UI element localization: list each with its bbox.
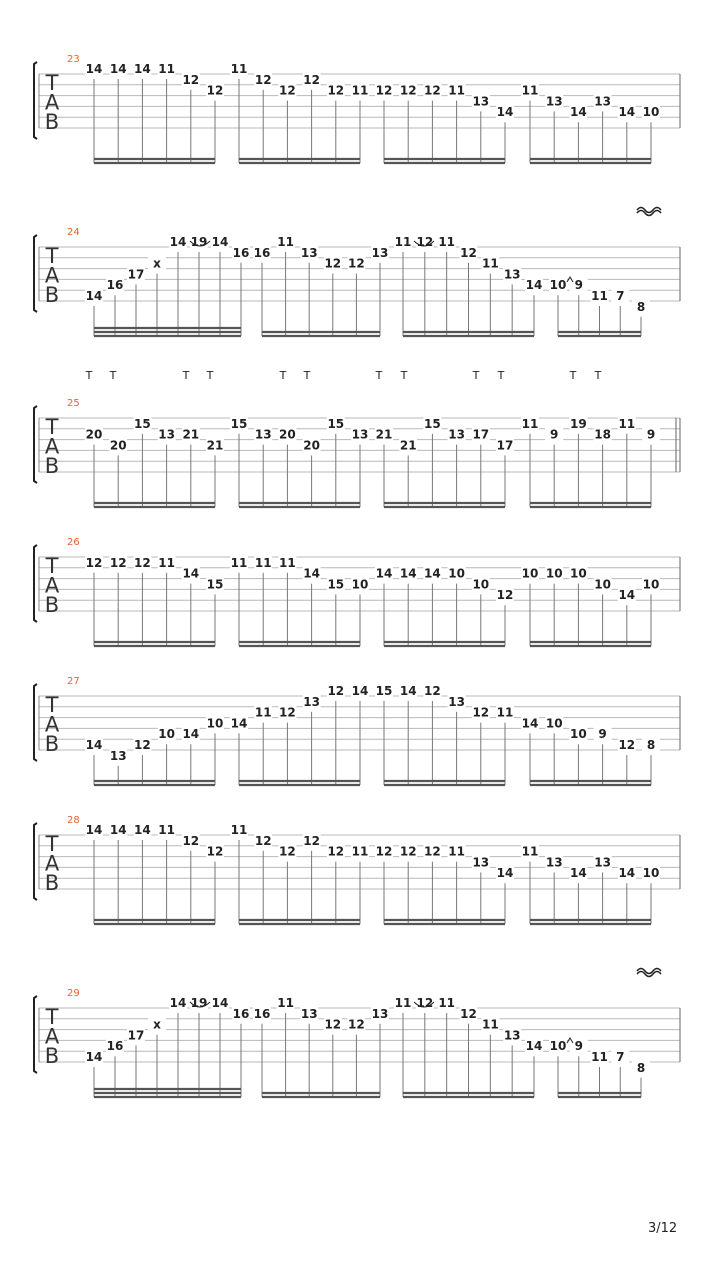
measure-number: 25 bbox=[67, 398, 80, 409]
fret-number: 9 bbox=[574, 278, 583, 293]
measure-number: 23 bbox=[67, 54, 80, 65]
fret-number: 13 bbox=[594, 94, 611, 109]
measure-number: 24 bbox=[67, 227, 80, 238]
fret-number: 13 bbox=[545, 94, 563, 109]
fret-number: 15 bbox=[134, 416, 151, 431]
staff-system bbox=[34, 398, 680, 507]
fret-number: 7 bbox=[616, 289, 625, 303]
fret-number: 12 bbox=[279, 844, 296, 859]
fret-number: 21 bbox=[206, 438, 224, 453]
fret-number: 14 bbox=[85, 738, 103, 752]
fret-number: 10 bbox=[545, 716, 563, 731]
beam-group bbox=[253, 235, 389, 336]
fret-number: 13 bbox=[371, 245, 389, 260]
tab-clef-letter: T bbox=[45, 693, 59, 717]
vibrato-mark bbox=[637, 208, 661, 216]
fret-number: 12 bbox=[134, 738, 151, 752]
beam-group bbox=[230, 684, 369, 785]
fret-number: 13 bbox=[472, 855, 490, 870]
fret-number: 13 bbox=[448, 694, 465, 709]
fret-number: 13 bbox=[300, 1006, 318, 1021]
fret-number: 13 bbox=[158, 427, 175, 442]
fret-number: 11 bbox=[591, 289, 608, 303]
fret-number: 10 bbox=[642, 577, 660, 592]
fret-number: 7 bbox=[616, 1050, 625, 1064]
measure-number: 29 bbox=[67, 988, 80, 999]
tab-clef-letter: A bbox=[44, 1024, 60, 1049]
tab-clef-letter: T bbox=[45, 415, 59, 439]
fret-number: 12 bbox=[182, 833, 200, 848]
fret-number: 14 bbox=[375, 566, 393, 581]
fret-number: 11 bbox=[448, 844, 465, 859]
fret-number: 11 bbox=[591, 1050, 608, 1064]
tab-clef-letter: A bbox=[44, 434, 60, 459]
fret-number: 12 bbox=[424, 684, 441, 698]
fret-number: 20 bbox=[109, 438, 127, 453]
fret-number: 14 bbox=[424, 566, 441, 581]
fret-number: 14 bbox=[303, 566, 320, 581]
fret-number: 21 bbox=[375, 427, 393, 442]
fret-number: 10 bbox=[570, 566, 587, 581]
fret-number: 12 bbox=[85, 555, 103, 570]
tab-clef-letter: A bbox=[44, 851, 60, 876]
tap-mark: T bbox=[400, 369, 408, 382]
fret-number: 11 bbox=[521, 416, 539, 431]
fret-number: 13 bbox=[109, 748, 127, 763]
fret-number: 13 bbox=[594, 855, 611, 870]
beam-group bbox=[394, 996, 543, 1097]
fret-number: 12 bbox=[324, 256, 342, 271]
fret-number: 14 bbox=[134, 62, 151, 76]
fret-number: 12 bbox=[303, 72, 320, 87]
fret-number: 11 bbox=[521, 844, 539, 859]
beam-group bbox=[85, 996, 250, 1097]
fret-number: 10 bbox=[549, 1039, 567, 1054]
tab-clef-letter: A bbox=[44, 712, 60, 737]
fret-number: 17 bbox=[496, 438, 514, 453]
fret-number: 13 bbox=[254, 427, 272, 442]
fret-number: 11 bbox=[448, 83, 465, 98]
fret-number: 8 bbox=[636, 299, 646, 314]
beam-group bbox=[549, 1039, 650, 1097]
fret-number: 11 bbox=[254, 705, 272, 720]
tab-clef-letter: T bbox=[45, 244, 59, 268]
fret-number: 16 bbox=[253, 1006, 271, 1021]
fret-number: 8 bbox=[636, 1060, 646, 1075]
fret-number: 12 bbox=[472, 705, 490, 720]
fret-number: 12 bbox=[416, 235, 434, 249]
fret-number: 12 bbox=[348, 1017, 365, 1032]
beam-group bbox=[85, 235, 250, 336]
fret-number: 10 bbox=[549, 278, 567, 293]
fret-number: 12 bbox=[279, 705, 296, 720]
tab-clef-letter: T bbox=[45, 554, 59, 578]
fret-number: 13 bbox=[448, 427, 465, 442]
system-bracket bbox=[34, 62, 37, 139]
fret-number: 9 bbox=[598, 727, 607, 742]
tab-clef-letter: B bbox=[44, 283, 60, 307]
fret-number: 14 bbox=[109, 62, 127, 76]
fret-number: 12 bbox=[254, 833, 272, 848]
beam-group bbox=[85, 716, 224, 785]
tap-mark: T bbox=[594, 369, 602, 382]
tab-clef-letter: T bbox=[45, 1005, 59, 1029]
fret-number: 20 bbox=[279, 427, 296, 442]
fret-number: 8 bbox=[646, 738, 656, 752]
fret-number: 21 bbox=[399, 438, 417, 453]
tab-clef-letter: B bbox=[44, 732, 60, 756]
fret-number: 11 bbox=[351, 83, 369, 98]
fret-number: 13 bbox=[300, 245, 318, 260]
fret-number: 12 bbox=[460, 245, 477, 260]
tap-mark: T bbox=[109, 369, 117, 382]
fret-number: 12 bbox=[399, 83, 417, 98]
fret-number: 14 bbox=[169, 996, 187, 1010]
fret-number: 13 bbox=[472, 94, 490, 109]
system-bracket bbox=[34, 996, 37, 1073]
fret-number: 17 bbox=[127, 1028, 145, 1043]
fret-number: 14 bbox=[109, 823, 127, 837]
fret-number: 13 bbox=[351, 427, 369, 442]
fret-number: 16 bbox=[106, 278, 124, 293]
tap-mark: T bbox=[375, 369, 383, 382]
fret-number: 12 bbox=[206, 83, 224, 98]
staff-system bbox=[34, 969, 680, 1098]
fret-number: 12 bbox=[424, 83, 441, 98]
staff-system bbox=[34, 815, 680, 924]
fret-number: 13 bbox=[371, 1006, 389, 1021]
fret-number: 11 bbox=[158, 555, 175, 570]
fret-number: 10 bbox=[642, 105, 660, 120]
beam-group bbox=[375, 684, 514, 785]
beam-group bbox=[375, 417, 514, 507]
fret-number: 11 bbox=[394, 235, 412, 249]
fret-number: 18 bbox=[594, 427, 611, 442]
tap-mark: T bbox=[85, 369, 93, 382]
tab-clef-letter: T bbox=[45, 832, 59, 856]
fret-number: 11 bbox=[230, 555, 248, 570]
fret-number: 11 bbox=[279, 555, 296, 570]
fret-number: 11 bbox=[481, 256, 499, 271]
fret-number: 12 bbox=[618, 738, 636, 752]
fret-number: 10 bbox=[545, 566, 563, 581]
fret-number: 12 bbox=[375, 844, 393, 859]
fret-number: 13 bbox=[303, 694, 320, 709]
fret-number: 13 bbox=[503, 267, 521, 282]
fret-number: 17 bbox=[472, 427, 490, 442]
fret-number: 14 bbox=[85, 1050, 103, 1064]
beam-group bbox=[230, 62, 369, 163]
fret-number: 14 bbox=[399, 684, 417, 698]
fret-number: 19 bbox=[190, 996, 208, 1010]
fret-number: 14 bbox=[85, 62, 103, 76]
beam-group bbox=[521, 417, 660, 507]
fret-number: 12 bbox=[109, 555, 127, 570]
fret-number: 12 bbox=[327, 684, 345, 698]
tap-mark: T bbox=[279, 369, 287, 382]
measure-number: 26 bbox=[67, 537, 80, 548]
tab-clef-letter: A bbox=[44, 573, 60, 598]
fret-number: 12 bbox=[348, 256, 365, 271]
fret-number: 16 bbox=[232, 245, 250, 260]
fret-number: 14 bbox=[525, 1039, 543, 1054]
fret-number: 12 bbox=[327, 83, 345, 98]
fret-number: 10 bbox=[594, 577, 611, 592]
page-number: 3/12 bbox=[648, 1221, 678, 1236]
tab-clef-letter: B bbox=[44, 110, 60, 134]
fret-number: 14 bbox=[211, 996, 229, 1010]
fret-number: 14 bbox=[618, 105, 636, 120]
beam-group bbox=[253, 996, 389, 1097]
fret-number: 11 bbox=[618, 416, 636, 431]
fret-number: 10 bbox=[448, 566, 465, 581]
fret-number: 11 bbox=[351, 844, 369, 859]
fret-number: 15 bbox=[375, 684, 393, 698]
fret-number: 14 bbox=[169, 235, 187, 249]
beam-group bbox=[230, 417, 369, 507]
system-bracket bbox=[34, 823, 37, 900]
fret-number: 12 bbox=[375, 83, 393, 98]
beam-group bbox=[85, 417, 224, 507]
fret-number: 11 bbox=[438, 235, 456, 249]
staff-system bbox=[34, 537, 680, 646]
fret-number: 19 bbox=[570, 416, 587, 431]
fret-number: 15 bbox=[206, 577, 224, 592]
fret-number: 10 bbox=[472, 577, 490, 592]
fret-number: 12 bbox=[496, 588, 514, 603]
tab-clef-letter: B bbox=[44, 871, 60, 895]
fret-number: 12 bbox=[303, 833, 320, 848]
fret-number: 11 bbox=[481, 1017, 499, 1032]
fret-number: 16 bbox=[232, 1006, 250, 1021]
staff-system bbox=[34, 54, 680, 163]
fret-number: 16 bbox=[253, 245, 271, 260]
fret-number: 14 bbox=[182, 727, 200, 742]
tab-clef-letter: T bbox=[45, 71, 59, 95]
tap-mark: T bbox=[206, 369, 214, 382]
system-bracket bbox=[34, 545, 37, 622]
beam-group bbox=[230, 556, 369, 646]
fret-number: 20 bbox=[85, 427, 103, 442]
fret-number: 14 bbox=[211, 235, 229, 249]
fret-number: 21 bbox=[182, 427, 200, 442]
fret-number: 10 bbox=[570, 727, 587, 742]
beam-group bbox=[521, 716, 660, 785]
beam-group bbox=[85, 556, 224, 646]
measure-number: 27 bbox=[67, 676, 80, 687]
fret-number: 11 bbox=[394, 996, 412, 1010]
fret-number: 13 bbox=[545, 855, 563, 870]
staff-system bbox=[34, 676, 680, 785]
system-bracket bbox=[34, 235, 37, 312]
fret-number: 12 bbox=[324, 1017, 342, 1032]
fret-number: 14 bbox=[618, 866, 636, 881]
fret-number: 10 bbox=[206, 716, 224, 731]
fret-number: 19 bbox=[190, 235, 208, 249]
fret-number: 12 bbox=[327, 844, 345, 859]
fret-number: 11 bbox=[277, 996, 294, 1010]
beam-group bbox=[85, 62, 224, 163]
fret-number: 14 bbox=[521, 716, 539, 731]
fret-number: 9 bbox=[550, 427, 559, 442]
measure-number: 28 bbox=[67, 815, 80, 826]
fret-number: 10 bbox=[521, 566, 539, 581]
fret-number: 11 bbox=[521, 83, 539, 98]
fret-number: 11 bbox=[158, 823, 175, 837]
fret-number: 13 bbox=[503, 1028, 521, 1043]
tap-mark: T bbox=[472, 369, 480, 382]
tab-clef-letter: A bbox=[44, 263, 60, 288]
fret-number: 14 bbox=[351, 684, 369, 698]
fret-number: 10 bbox=[158, 727, 175, 742]
fret-number: x bbox=[153, 1017, 161, 1032]
fret-number: 14 bbox=[85, 823, 103, 837]
beam-group bbox=[549, 278, 650, 336]
fret-number: x bbox=[153, 256, 161, 271]
tap-mark: T bbox=[569, 369, 577, 382]
fret-number: 14 bbox=[134, 823, 151, 837]
fret-number: 20 bbox=[303, 438, 320, 453]
tap-mark: T bbox=[182, 369, 190, 382]
fret-number: 17 bbox=[127, 267, 145, 282]
fret-number: 14 bbox=[182, 566, 200, 581]
fret-number: 15 bbox=[327, 577, 345, 592]
fret-number: 15 bbox=[424, 416, 441, 431]
tap-mark: T bbox=[497, 369, 505, 382]
fret-number: 9 bbox=[646, 427, 656, 442]
fret-number: 12 bbox=[254, 72, 272, 87]
fret-number: 11 bbox=[438, 996, 456, 1010]
fret-number: 12 bbox=[399, 844, 417, 859]
fret-number: 11 bbox=[277, 235, 294, 249]
fret-number: 14 bbox=[570, 105, 587, 120]
beam-group bbox=[394, 235, 543, 336]
fret-number: 11 bbox=[230, 62, 248, 76]
beam-group bbox=[230, 823, 369, 924]
fret-number: 12 bbox=[134, 555, 151, 570]
staff-system bbox=[34, 208, 680, 383]
fret-number: 14 bbox=[496, 866, 514, 881]
beam-group bbox=[85, 823, 224, 924]
fret-number: 14 bbox=[570, 866, 587, 881]
fret-number: 14 bbox=[496, 105, 514, 120]
fret-number: 15 bbox=[230, 416, 248, 431]
fret-number: 11 bbox=[230, 823, 248, 837]
fret-number: 16 bbox=[106, 1039, 124, 1054]
fret-number: 14 bbox=[618, 588, 636, 603]
fret-number: 12 bbox=[206, 844, 224, 859]
fret-number: 14 bbox=[525, 278, 543, 293]
fret-number: 15 bbox=[327, 416, 345, 431]
tab-clef-letter: B bbox=[44, 454, 60, 478]
fret-number: 12 bbox=[424, 844, 441, 859]
fret-number: 9 bbox=[574, 1039, 583, 1054]
tap-mark: T bbox=[303, 369, 311, 382]
fret-number: 11 bbox=[496, 705, 514, 720]
fret-number: 14 bbox=[399, 566, 417, 581]
fret-number: 12 bbox=[416, 996, 434, 1010]
fret-number: 12 bbox=[279, 83, 296, 98]
fret-number: 12 bbox=[182, 72, 200, 87]
fret-number: 10 bbox=[642, 866, 660, 881]
system-bracket bbox=[34, 684, 37, 761]
system-bracket bbox=[34, 406, 37, 483]
tab-clef-letter: B bbox=[44, 1044, 60, 1068]
fret-number: 11 bbox=[254, 555, 272, 570]
fret-number: 10 bbox=[351, 577, 369, 592]
fret-number: 12 bbox=[460, 1006, 477, 1021]
tab-clef-letter: A bbox=[44, 90, 60, 115]
fret-number: 14 bbox=[230, 716, 248, 731]
fret-number: 14 bbox=[85, 289, 103, 303]
tab-clef-letter: B bbox=[44, 593, 60, 617]
fret-number: 11 bbox=[158, 62, 175, 76]
vibrato-mark bbox=[637, 969, 661, 977]
